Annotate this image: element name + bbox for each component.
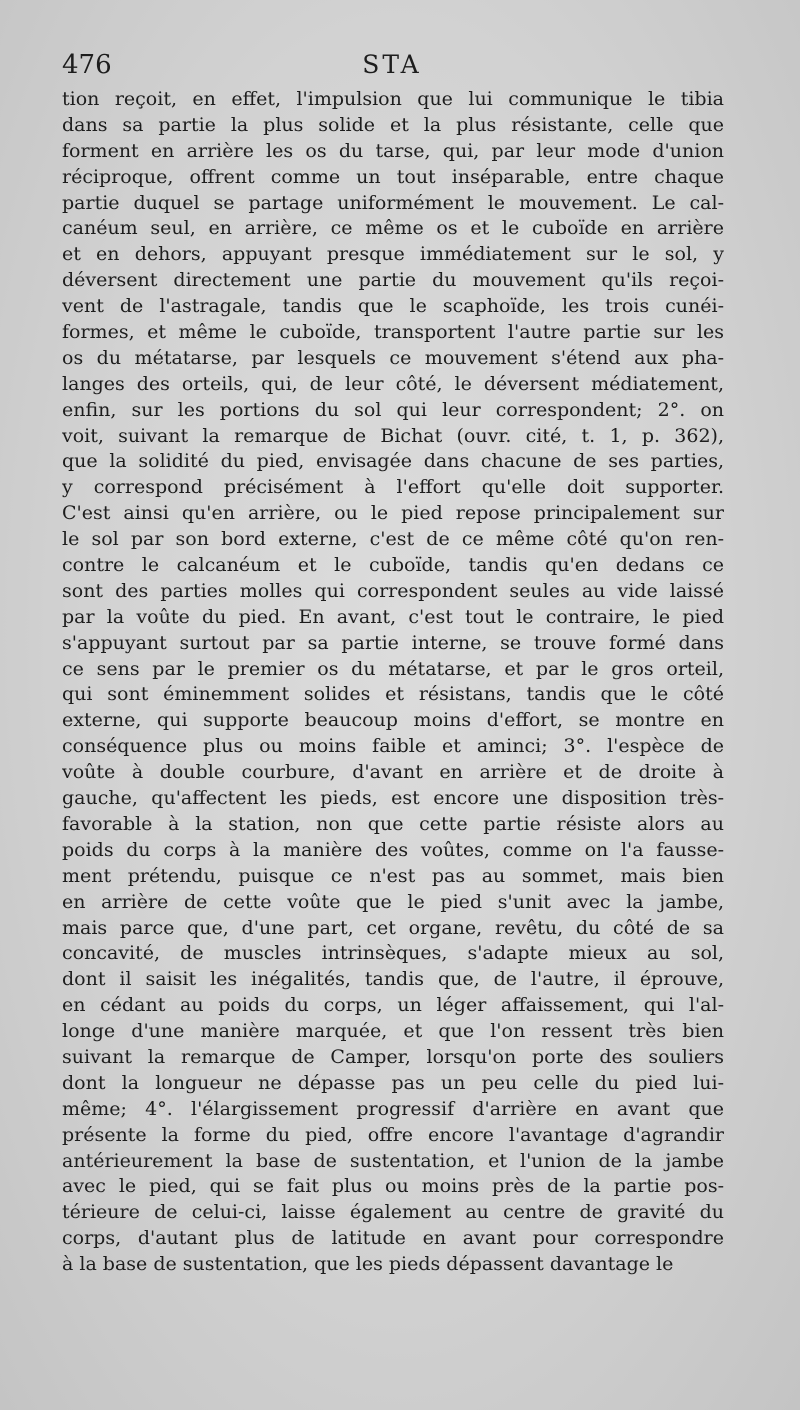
text-line: et en dehors, appuyant presque immédiatement sur le sol, y	[62, 243, 724, 266]
text-line: y correspond précisément à l'effort qu'elle doit supporter.	[62, 476, 724, 499]
text-line: voûte à double courbure, d'avant en arrière et de droite à	[62, 761, 724, 784]
text-line: voit, suivant la remarque de Bichat (ouvr. cité, t. 1, p. 362),	[62, 424, 724, 447]
text-line: C'est ainsi qu'en arrière, ou le pied repose principalement sur	[62, 502, 724, 525]
text-line: le sol par son bord externe, c'est de ce même côté qu'on ren-	[62, 528, 724, 551]
text-line: dont la longueur ne dépasse pas un peu celle du pied lui-	[62, 1071, 724, 1094]
text-line: suivant la remarque de Camper, lorsqu'on porte des souliers	[62, 1045, 724, 1068]
text-line: gauche, qu'affectent les pieds, est encore une disposition très-	[62, 787, 724, 810]
text-line: que la solidité du pied, envisagée dans chacune de ses parties,	[62, 450, 724, 473]
text-line: en arrière de cette voûte que le pied s'unit avec la jambe,	[62, 890, 724, 913]
text-line: favorable à la station, non que cette partie résiste alors au	[62, 812, 724, 835]
text-line: conséquence plus ou moins faible et aminci; 3°. l'espèce de	[62, 735, 724, 758]
text-line: mais parce que, d'une part, cet organe, revêtu, du côté de sa	[62, 916, 724, 939]
text-line: s'appuyant surtout par sa partie interne, se trouve formé dans	[62, 631, 724, 654]
text-line: partie duquel se partage uniformément le mouvement. Le cal-	[62, 191, 724, 214]
text-line: enfin, sur les portions du sol qui leur correspondent; 2°. on	[62, 398, 724, 421]
page-header	[62, 50, 722, 80]
text-line: antérieurement la base de sustentation, et l'union de la jambe	[62, 1149, 724, 1172]
text-line: déversent directement une partie du mouvement qu'ils reçoi-	[62, 269, 724, 292]
text-line: langes des orteils, qui, de leur côté, le déversent médiatement,	[62, 372, 724, 395]
text-line: os du métatarse, par lesquels ce mouvement s'étend aux pha-	[62, 346, 724, 369]
text-line: même; 4°. l'élargissement progressif d'arrière en avant que	[62, 1097, 724, 1120]
text-line: ment prétendu, puisque ce n'est pas au sommet, mais bien	[62, 864, 724, 887]
text-line: poids du corps à la manière des voûtes, comme on l'a fausse-	[62, 838, 724, 861]
text-line: externe, qui supporte beaucoup moins d'effort, se montre en	[62, 709, 724, 732]
text-line: sont des parties molles qui correspondent seules au vide laissé	[62, 579, 724, 602]
text-line: térieure de celui-ci, laisse également au centre de gravité du	[62, 1201, 724, 1224]
text-line: vent de l'astragale, tandis que le scaphoïde, les trois cunéi-	[62, 295, 724, 318]
text-line: formes, et même le cuboïde, transportent l'autre partie sur les	[62, 321, 724, 344]
text-line: concavité, de muscles intrinsèques, s'adapte mieux au sol,	[62, 942, 724, 965]
running-head: STA	[362, 50, 422, 79]
text-line: tion reçoit, en effet, l'impulsion que lui communique le tibia	[62, 88, 724, 110]
text-line: ce sens par le premier os du métatarse, et par le gros orteil,	[62, 657, 724, 680]
text-line: corps, d'autant plus de latitude en avant pour correspondre	[62, 1227, 724, 1250]
text-line: contre le calcanéum et le cuboïde, tandis qu'en dedans ce	[62, 554, 724, 577]
text-line: avec le pied, qui se fait plus ou moins près de la partie pos-	[62, 1175, 724, 1198]
text-line: à la base de sustentation, que les pieds dépassent davantage le	[62, 1253, 674, 1276]
text-line: qui sont éminemment solides et résistans, tandis que le côté	[62, 683, 724, 706]
text-line: dont il saisit les inégalités, tandis que, de l'autre, il éprouve,	[62, 968, 724, 991]
page-number: 476	[62, 50, 112, 80]
text-line: en cédant au poids du corps, un léger affaissement, qui l'al-	[62, 994, 724, 1017]
text-line: présente la forme du pied, offre encore l'avantage d'agrandir	[62, 1123, 724, 1146]
text-line: canéum seul, en arrière, ce même os et le cuboïde en arrière	[62, 217, 724, 240]
text-line: dans sa partie la plus solide et la plus résistante, celle que	[62, 113, 724, 136]
text-line: forment en arrière les os du tarse, qui, par leur mode d'union	[62, 139, 724, 162]
text-line: par la voûte du pied. En avant, c'est tout le contraire, le pied	[62, 605, 724, 628]
text-line: réciproque, offrent comme un tout inséparable, entre chaque	[62, 165, 724, 188]
text-line: longe d'une manière marquée, et que l'on ressent très bien	[62, 1020, 724, 1043]
body-text	[62, 87, 724, 1278]
